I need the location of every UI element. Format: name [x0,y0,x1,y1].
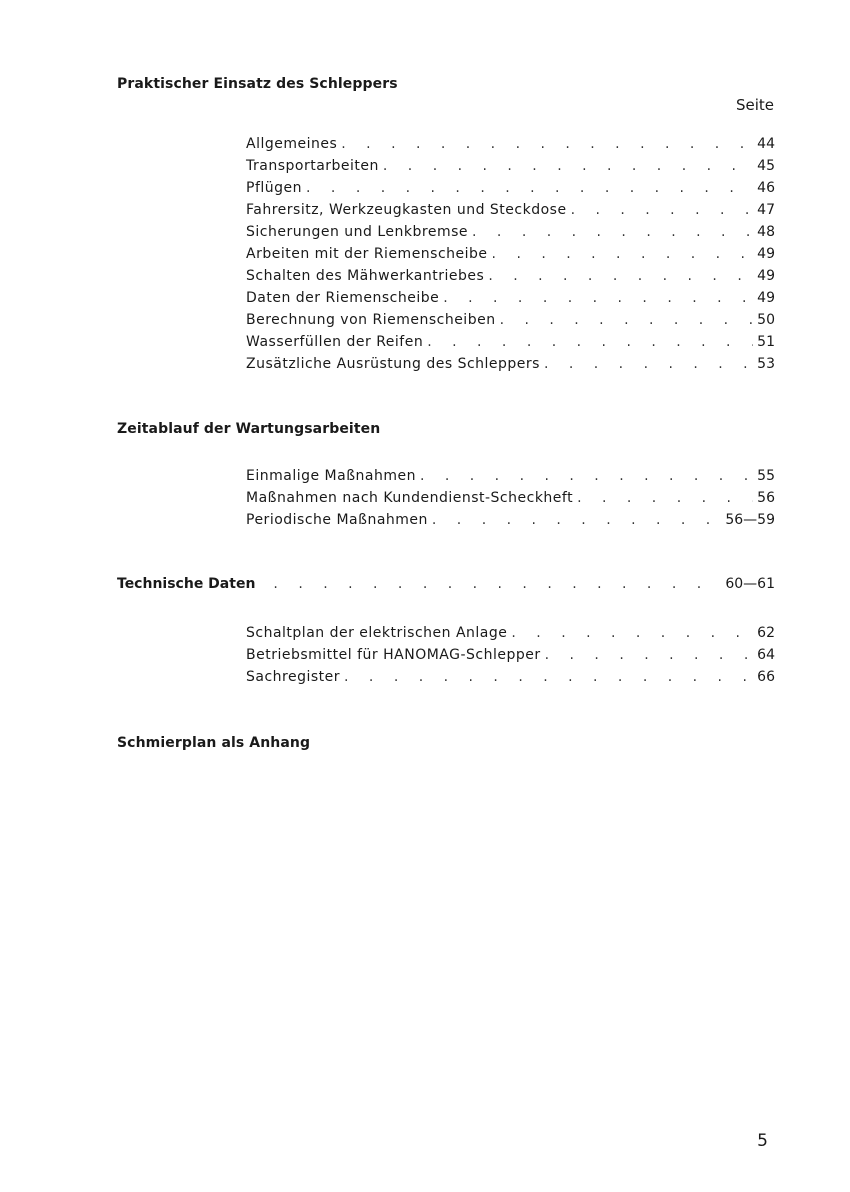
toc-entry[interactable] [246,666,775,688]
toc-list-section2 [246,465,775,531]
leader-dots [500,309,754,331]
toc-entry-label: Fahrersitz, Werkzeugkasten und Steckdose [246,202,567,218]
toc-entry[interactable] [246,509,775,531]
toc-entry-label: Sicherungen und Lenkbremse [246,224,469,240]
toc-entry-page: 60—61 [725,576,775,592]
toc-entry-page: 50 [757,312,775,328]
toc-entry-page: 56 [757,490,775,506]
toc-entry[interactable] [246,265,775,287]
leader-dots [427,331,753,353]
toc-entry-page: 49 [757,246,775,262]
toc-entry[interactable] [246,644,775,666]
toc-entry-label: Berechnung von Riemenscheiben [246,312,496,328]
toc-entry-page: 48 [757,224,775,240]
toc-entry-page: 55 [757,468,775,484]
toc-entry-page: 62 [757,625,775,641]
toc-entry-label: Transportarbeiten [246,158,379,174]
toc-entry-page: 49 [757,290,775,306]
leader-dots [544,353,753,375]
toc-entry-label: Allgemeines [246,136,338,152]
toc-entry-label: Wasserfüllen der Reifen [246,334,424,350]
toc-entry-page: 44 [757,136,775,152]
toc-entry-label: Sachregister [246,669,341,685]
toc-entry[interactable] [246,309,775,331]
toc-entry[interactable] [246,155,775,177]
toc-entry[interactable] [246,243,775,265]
leader-dots [577,487,753,509]
toc-entry-page: 56—59 [725,512,775,528]
toc-entry[interactable] [246,622,775,644]
toc-entry-technische-daten[interactable] [117,576,775,592]
toc-list-section1 [246,133,775,375]
leader-dots [488,265,753,287]
leader-dots [571,199,754,221]
leader-dots [344,666,753,688]
page-column-label: Seite [735,96,774,114]
leader-dots [383,155,753,177]
toc-entry-label: Zusätzliche Ausrüstung des Schleppers [246,356,540,372]
section-heading-schmierplan: Schmierplan als Anhang [117,735,311,751]
toc-entry-page: 47 [757,202,775,218]
toc-entry[interactable] [246,331,775,353]
section-heading-praktischer-einsatz: Praktischer Einsatz des Schleppers [117,76,398,92]
toc-entry[interactable] [246,133,775,155]
toc-entry[interactable] [246,199,775,221]
toc-entry[interactable] [246,465,775,487]
toc-entry[interactable] [246,177,775,199]
toc-entry-label: Schalten des Mähwerkantriebes [246,268,485,284]
leader-dots [341,133,753,155]
section-heading-zeitablauf: Zeitablauf der Wartungsarbeiten [117,421,381,437]
toc-entry-label: Betriebsmittel für HANOMAG-Schlepper [246,647,541,663]
toc-entry-page: 66 [757,669,775,685]
leader-dots [545,644,754,666]
toc-entry-label: Schaltplan der elektrischen Anlage [246,625,508,641]
leader-dots [420,465,753,487]
toc-entry-label: Einmalige Maßnahmen [246,468,416,484]
leader-dots [472,221,753,243]
toc-entry-page: 45 [757,158,775,174]
page-number: 5 [757,1131,768,1151]
toc-entry-label: Daten der Riemenscheibe [246,290,440,306]
leader-dots [443,287,753,309]
toc-entry-label: Arbeiten mit der Riemenscheibe [246,246,488,262]
toc-entry-label: Pflügen [246,180,303,196]
leader-dots [306,177,753,199]
leader-dots [273,576,721,592]
toc-entry[interactable] [246,487,775,509]
toc-entry-page: 51 [757,334,775,350]
leader-dots [511,622,753,644]
toc-entry-page: 64 [757,647,775,663]
leader-dots [432,509,721,531]
toc-entry[interactable] [246,353,775,375]
toc-entry-label: Periodische Maßnahmen [246,512,428,528]
toc-entry-page: 49 [757,268,775,284]
toc-entry-page: 53 [757,356,775,372]
toc-entry[interactable] [246,221,775,243]
toc-entry[interactable] [246,287,775,309]
toc-entry-page: 46 [757,180,775,196]
toc-entry-label: Maßnahmen nach Kundendienst-Scheckheft [246,490,574,506]
toc-list-section3 [246,622,775,688]
leader-dots [492,243,754,265]
section-heading-technische-daten: Technische Daten [117,576,256,592]
